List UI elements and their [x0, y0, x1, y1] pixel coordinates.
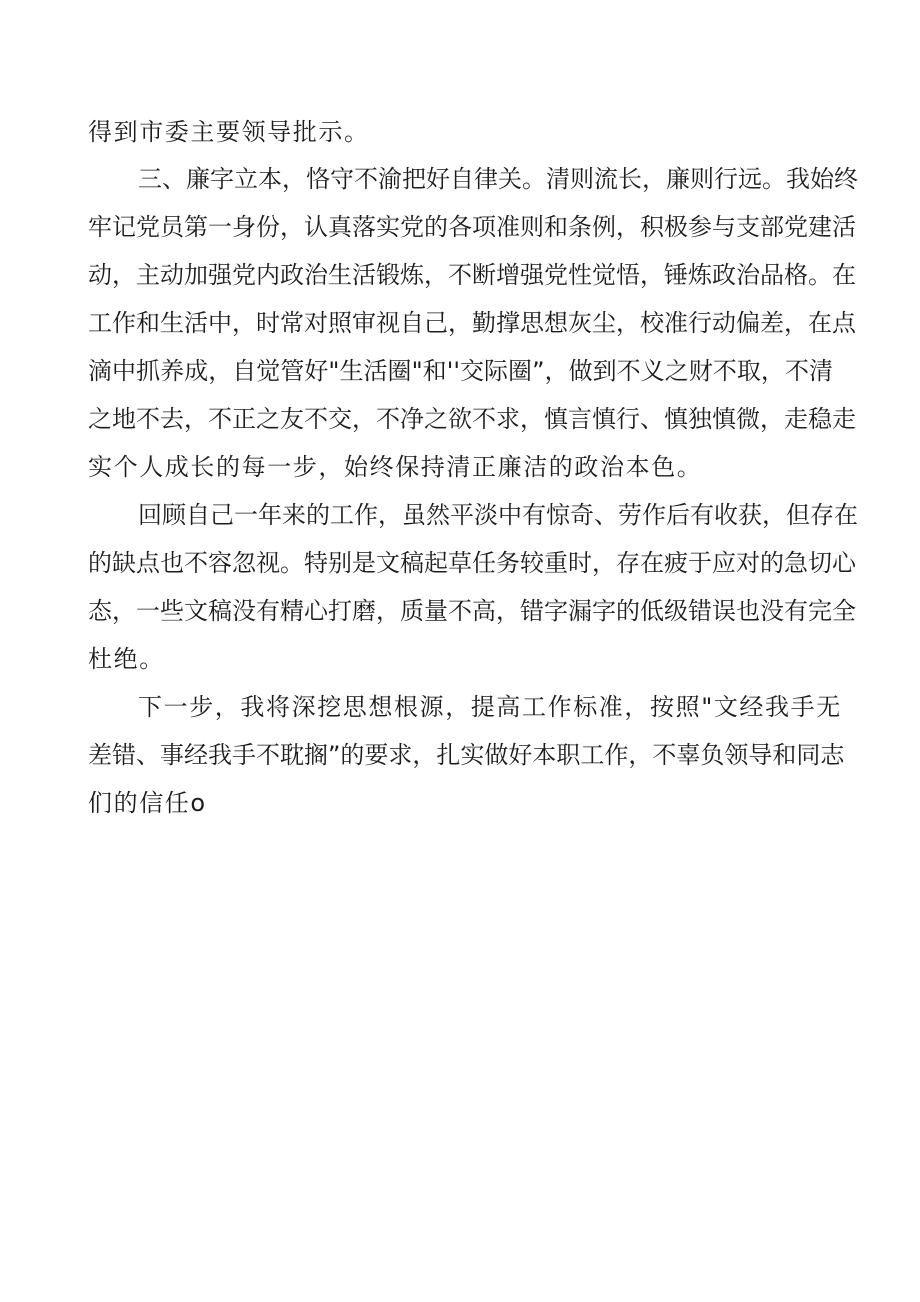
text-line-1: 得到市委主要领导批示。	[88, 118, 370, 146]
text-line-4: 动，主动加强党内政治生活锻炼，不断增强党性觉悟，锤炼政治品格。在	[88, 261, 856, 289]
text-line-5: 工作和生活中，时常对照审视自己，勤撑思想灰尘，校准行动偏差，在点	[88, 309, 856, 337]
text-line-11: 态，一些文稿没有精心打磨，质量不高，错字漏字的低级错误也没有完全	[88, 597, 856, 625]
text-line-9: 回顾自己一年来的工作，虽然平淡中有惊奇、劳作后有收获，但存在	[138, 501, 858, 529]
text-line-14: 差错、事经我手不耽搁”的要求，扎实做好本职工作，不辜负领导和同志	[88, 741, 845, 769]
text-line-15: 们的信任o	[88, 789, 207, 817]
text-line-2: 三、廉字立本，恪守不渝把好自律关。清则流长，廉则行远。我始终	[138, 165, 858, 193]
text-line-12: 杜绝。	[88, 645, 165, 673]
text-line-10: 的缺点也不容忽视。特别是文稿起草任务较重时，存在疲于应对的急切心	[88, 549, 856, 577]
text-line-8: 实个人成长的每一步，始终保持清正廉洁的政治本色。	[88, 453, 703, 481]
text-line-6: 滴中抓养成，自觉管好"生活圈"和''交际圈”，做到不义之财不取，不清	[88, 357, 833, 385]
text-line-13: 下一步，我将深挖思想根源，提高工作标准，按照"文经我手无	[138, 693, 842, 721]
text-line-3: 牢记党员第一身份，认真落实党的各项准则和条例，积极参与支部党建活	[88, 213, 856, 241]
text-line-7: 之地不去，不正之友不交，不净之欲不求，慎言慎行、慎独慎微，走稳走	[88, 405, 856, 433]
